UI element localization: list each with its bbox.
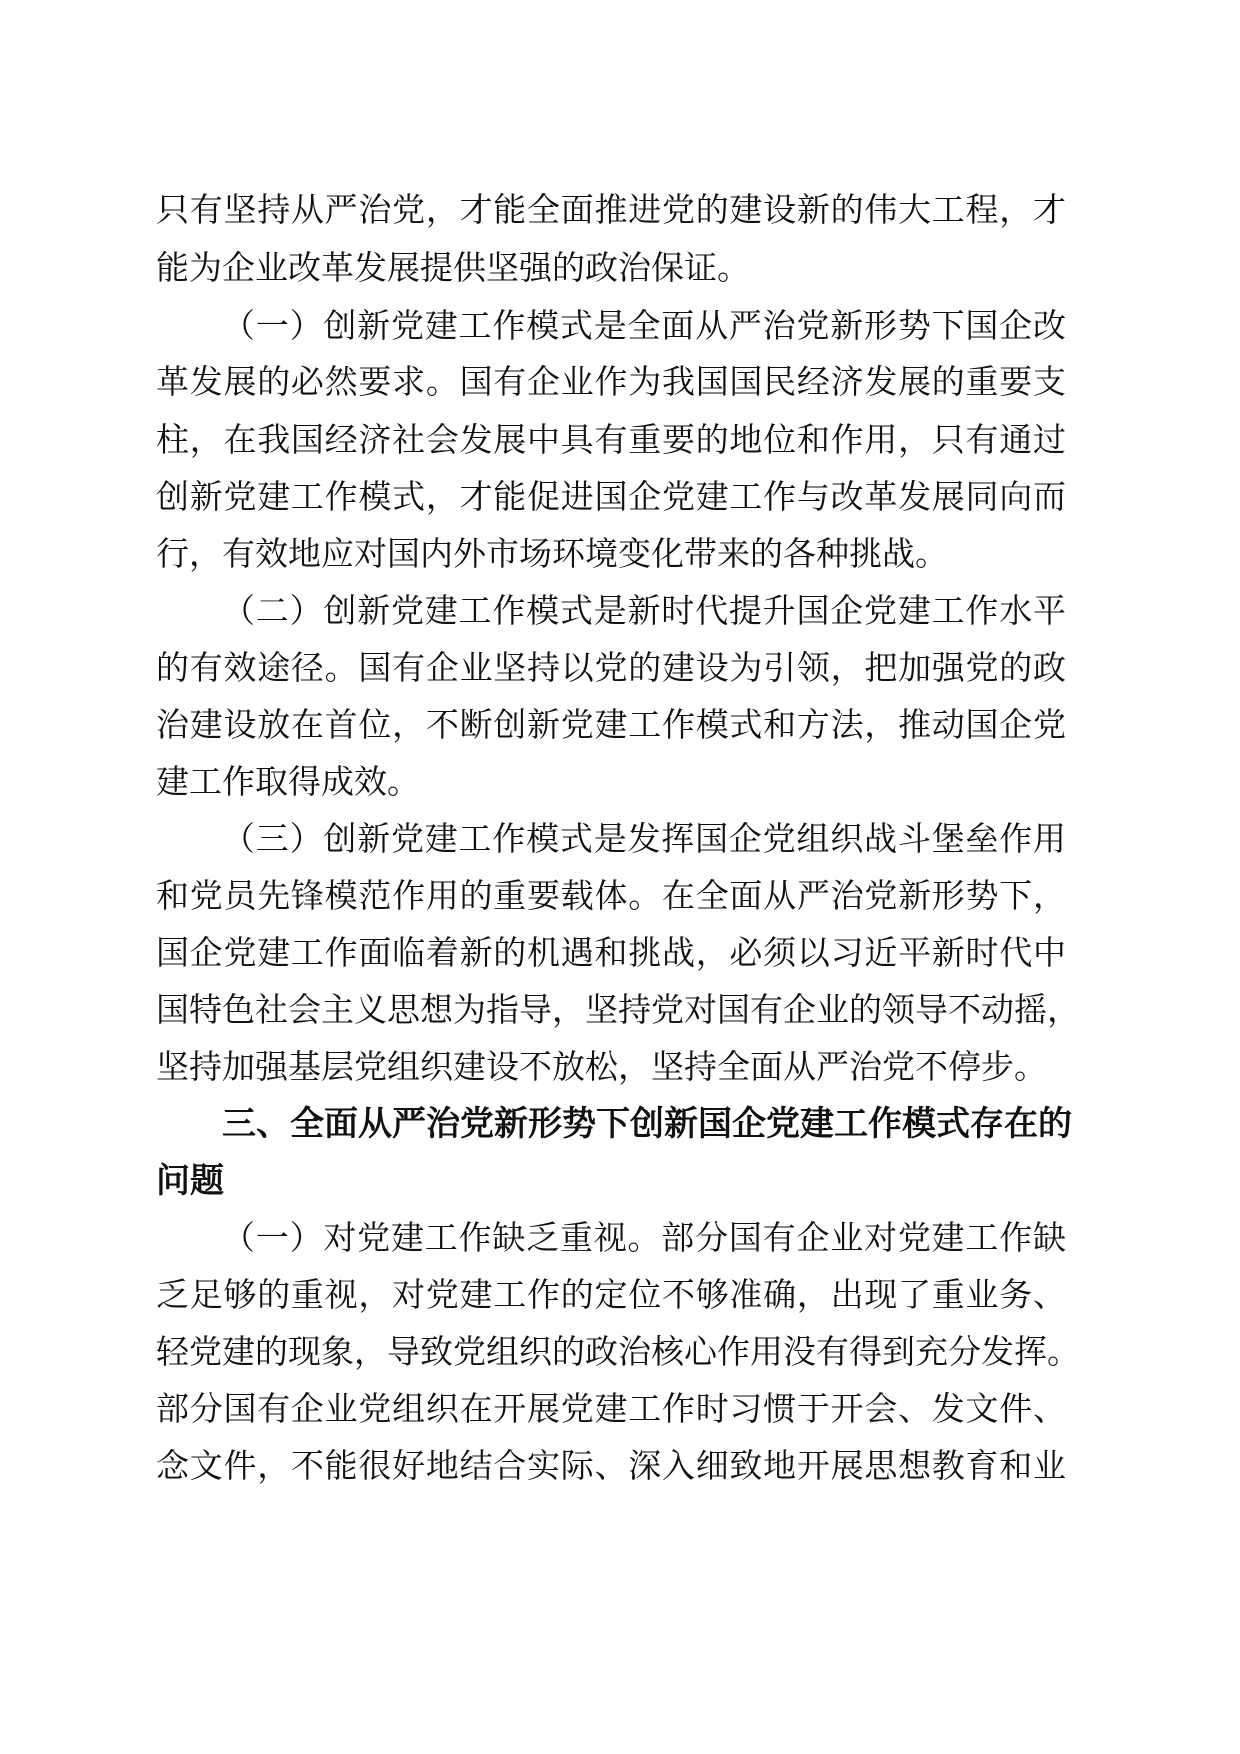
text-line: 乏足够的重视，对党建工作的定位不够准确，出现了重业务、 bbox=[156, 1275, 1066, 1314]
section-heading: 问题 bbox=[156, 1161, 224, 1201]
section-heading: 三、全面从严治党新形势下创新国企党建工作模式存在的 bbox=[222, 1104, 1072, 1144]
text-line: 和党员先锋模范作用的重要载体。在全面从严治党新形势下， bbox=[156, 876, 1066, 915]
text-line: 坚持加强基层党组织建设不放松，坚持全面从严治党不停步。 bbox=[156, 1047, 1047, 1086]
text-line: （二）创新党建工作模式是新时代提升国企党建工作水平 bbox=[222, 591, 1066, 630]
text-line: 部分国有企业党组织在开展党建工作时习惯于开会、发文件、 bbox=[156, 1389, 1066, 1428]
text-line: 建工作取得成效。 bbox=[156, 762, 420, 801]
text-line: 的有效途径。国有企业坚持以党的建设为引领，把加强党的政 bbox=[156, 648, 1066, 687]
text-line: 柱，在我国经济社会发展中具有重要的地位和作用，只有通过 bbox=[156, 420, 1066, 459]
text-line: （三）创新党建工作模式是发挥国企党组织战斗堡垒作用 bbox=[222, 819, 1066, 858]
text-line: 行，有效地应对国内外市场环境变化带来的各种挑战。 bbox=[156, 534, 948, 573]
text-line: 能为企业改革发展提供坚强的政治保证。 bbox=[156, 248, 750, 287]
text-line: 轻党建的现象，导致党组织的政治核心作用没有得到充分发挥。 bbox=[156, 1332, 1080, 1371]
text-line: 创新党建工作模式，才能促进国企党建工作与改革发展同向而 bbox=[156, 477, 1066, 516]
text-line: （一）对党建工作缺乏重视。部分国有企业对党建工作缺 bbox=[222, 1218, 1066, 1257]
text-line: 治建设放在首位，不断创新党建工作模式和方法，推动国企党 bbox=[156, 705, 1066, 744]
text-line: 国企党建工作面临着新的机遇和挑战，必须以习近平新时代中 bbox=[156, 933, 1066, 972]
text-line: 念文件，不能很好地结合实际、深入细致地开展思想教育和业 bbox=[156, 1446, 1066, 1485]
text-line: 国特色社会主义思想为指导，坚持党对国有企业的领导不动摇， bbox=[156, 990, 1080, 1029]
text-line: （一）创新党建工作模式是全面从严治党新形势下国企改 bbox=[222, 306, 1066, 345]
text-line: 革发展的必然要求。国有企业作为我国国民经济发展的重要支 bbox=[156, 362, 1066, 401]
text-line: 只有坚持从严治党，才能全面推进党的建设新的伟大工程，才 bbox=[156, 190, 1066, 229]
